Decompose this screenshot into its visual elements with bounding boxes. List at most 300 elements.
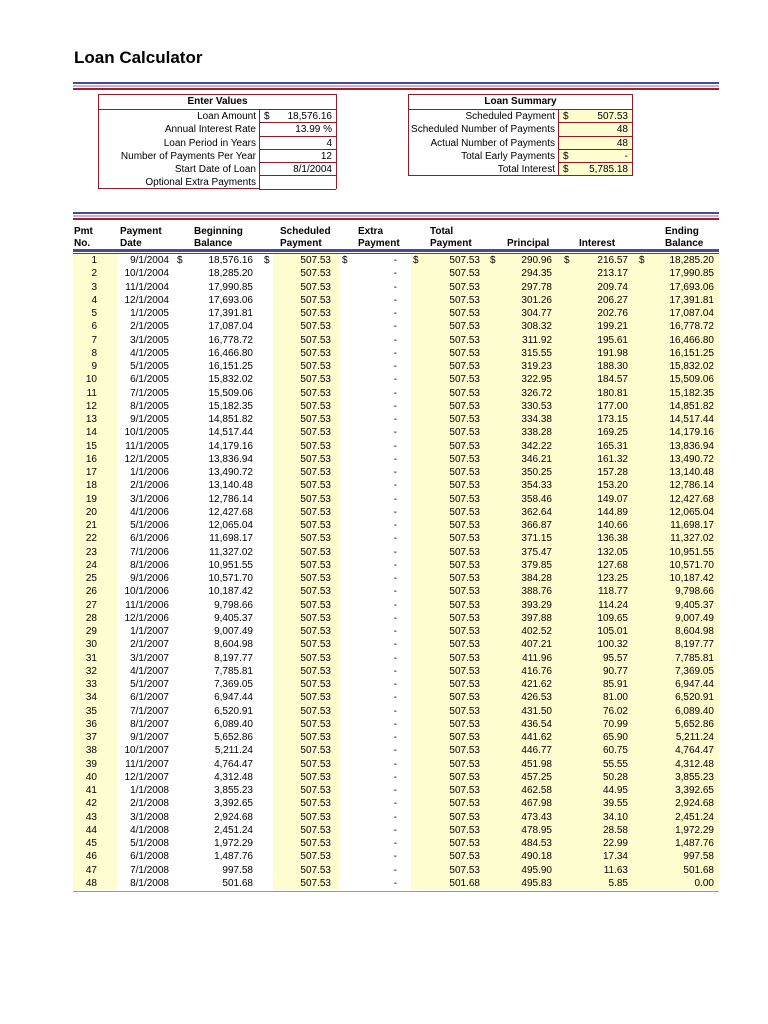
cell-principal: 350.25 — [521, 467, 552, 478]
cell-payment-date: 9/1/2007 — [130, 732, 169, 743]
cell-payment-date: 4/1/2006 — [130, 506, 169, 518]
currency-symbol: $ — [413, 255, 419, 266]
cell-beginning-balance: 16,151.25 — [208, 361, 253, 372]
cell-pmt-no: 18 — [85, 480, 97, 492]
cell-pmt-no: 43 — [85, 811, 97, 823]
cell-extra-payment: - — [393, 586, 397, 598]
cell-interest: 184.57 — [597, 374, 628, 386]
cell-extra-payment: - — [393, 347, 397, 359]
cell-interest: 132.05 — [597, 546, 628, 558]
cell-interest: 118.77 — [598, 586, 628, 598]
cell-scheduled-payment: 507.53 — [300, 573, 331, 584]
cell-pmt-no: 38 — [85, 745, 97, 757]
cell-total-payment: 507.53 — [449, 533, 480, 545]
cell-pmt-no: 22 — [85, 533, 97, 545]
cell-pmt-no: 27 — [85, 599, 97, 611]
cell-extra-payment: - — [393, 626, 397, 637]
cell-pmt-no: 17 — [85, 467, 97, 478]
cell-pmt-no: 24 — [85, 559, 97, 571]
cell-beginning-balance: 14,517.44 — [208, 427, 253, 439]
enter-values-panel — [98, 94, 337, 189]
cell-ending-balance: 18,285.20 — [669, 255, 714, 266]
summary-label: Scheduled Payment — [465, 111, 555, 122]
cell-scheduled-payment: 507.53 — [300, 374, 331, 386]
cell-principal: 393.29 — [521, 599, 552, 611]
table-row — [73, 612, 719, 625]
table-divider — [73, 212, 719, 220]
cell-principal: 334.38 — [521, 414, 552, 425]
input-value[interactable] — [259, 163, 336, 176]
cell-extra-payment: - — [393, 559, 397, 571]
input-value[interactable] — [259, 137, 336, 150]
cell-total-payment: 507.53 — [449, 440, 480, 452]
cell-ending-balance: 13,140.48 — [669, 467, 714, 478]
cell-beginning-balance: 1,487.76 — [214, 851, 253, 863]
cell-payment-date: 7/1/2005 — [130, 387, 169, 399]
summary-row — [409, 137, 632, 150]
cell-scheduled-payment: 507.53 — [300, 626, 331, 637]
cell-total-payment: 507.53 — [449, 732, 480, 743]
cell-ending-balance: 12,427.68 — [669, 493, 714, 505]
cell-beginning-balance: 13,490.72 — [208, 467, 253, 478]
cell-total-payment: 507.53 — [449, 493, 480, 505]
cell-ending-balance: 10,187.42 — [669, 573, 714, 584]
cell-scheduled-payment: 507.53 — [300, 281, 331, 293]
cell-principal: 384.28 — [521, 573, 552, 584]
cell-interest: 100.32 — [597, 639, 628, 651]
cell-total-payment: 507.53 — [449, 467, 480, 478]
table-row — [73, 559, 719, 572]
cell-interest: 44.95 — [602, 785, 628, 796]
cell-ending-balance: 9,405.37 — [675, 599, 714, 611]
cell-interest: 136.38 — [597, 533, 628, 545]
cell-interest: 144.89 — [597, 506, 628, 518]
cell-total-payment: 507.53 — [449, 281, 480, 293]
cell-extra-payment: - — [393, 771, 397, 783]
cell-interest: 165.31 — [597, 440, 628, 452]
cell-extra-payment: - — [393, 824, 397, 836]
cell-beginning-balance: 13,140.48 — [208, 480, 253, 492]
cell-payment-date: 2/1/2008 — [130, 798, 169, 810]
cell-interest: 5.85 — [608, 877, 628, 889]
cell-scheduled-payment: 507.53 — [300, 679, 331, 690]
input-label: Start Date of Loan — [174, 164, 256, 176]
cell-pmt-no: 10 — [85, 374, 97, 386]
cell-total-payment: 507.53 — [449, 626, 480, 637]
cell-interest: 70.99 — [602, 718, 628, 730]
cell-scheduled-payment: 507.53 — [300, 520, 331, 531]
cell-total-payment: 507.53 — [449, 851, 480, 863]
cell-interest: 127.68 — [597, 559, 628, 571]
cell-pmt-no: 3 — [91, 281, 97, 293]
cell-principal: 366.87 — [521, 520, 552, 531]
cell-beginning-balance: 6,520.91 — [214, 705, 253, 717]
table-row — [73, 400, 719, 413]
cell-total-payment: 507.53 — [449, 321, 480, 333]
cell-beginning-balance: 12,786.14 — [208, 493, 253, 505]
cell-ending-balance: 2,924.68 — [675, 798, 714, 810]
cell-principal: 436.54 — [521, 718, 552, 730]
cell-payment-date: 8/1/2008 — [130, 877, 169, 889]
cell-interest: 153.20 — [597, 480, 628, 492]
cell-interest: 213.17 — [597, 268, 628, 280]
table-row — [73, 771, 719, 784]
cell-extra-payment: - — [393, 718, 397, 730]
col-scheduled-payment: Scheduled Payment — [280, 226, 331, 249]
cell-principal: 402.52 — [521, 626, 552, 637]
cell-pmt-no: 31 — [85, 652, 97, 664]
cell-pmt-no: 8 — [91, 347, 97, 359]
cell-interest: 195.61 — [597, 334, 628, 346]
input-row — [99, 123, 336, 136]
input-value[interactable] — [259, 176, 336, 189]
cell-total-payment: 507.53 — [449, 745, 480, 757]
cell-scheduled-payment: 507.53 — [300, 745, 331, 757]
table-row — [73, 546, 719, 559]
cell-principal: 495.83 — [521, 877, 552, 889]
cell-interest: 39.55 — [602, 798, 628, 810]
cell-ending-balance: 997.58 — [683, 851, 714, 863]
cell-scheduled-payment: 507.53 — [300, 851, 331, 863]
summary-row — [409, 150, 632, 163]
cell-scheduled-payment: 507.53 — [300, 798, 331, 810]
summary-row — [409, 123, 632, 136]
cell-ending-balance: 4,312.48 — [675, 758, 714, 770]
cell-payment-date: 6/1/2006 — [130, 533, 169, 545]
cell-interest: 180.81 — [597, 387, 628, 399]
table-row — [73, 665, 719, 678]
cell-interest: 123.25 — [597, 573, 628, 584]
amortization-table — [73, 254, 719, 890]
cell-scheduled-payment: 507.53 — [300, 838, 331, 849]
cell-ending-balance: 17,391.81 — [669, 294, 714, 306]
cell-beginning-balance: 6,089.40 — [214, 718, 253, 730]
cell-beginning-balance: 16,466.80 — [208, 347, 253, 359]
cell-beginning-balance: 9,405.37 — [214, 612, 253, 624]
table-row — [73, 638, 719, 651]
cell-extra-payment: - — [393, 838, 397, 849]
cell-payment-date: 6/1/2007 — [130, 692, 169, 704]
cell-extra-payment: - — [393, 281, 397, 293]
cell-principal: 388.76 — [521, 586, 552, 598]
cell-beginning-balance: 16,778.72 — [208, 334, 253, 346]
cell-scheduled-payment: 507.53 — [300, 400, 331, 412]
table-row — [73, 837, 719, 850]
cell-principal: 362.64 — [521, 506, 552, 518]
cell-interest: 161.32 — [597, 453, 628, 465]
cell-extra-payment: - — [393, 308, 397, 319]
cell-beginning-balance: 4,764.47 — [214, 758, 253, 770]
cell-interest: 90.77 — [602, 665, 628, 677]
cell-pmt-no: 36 — [85, 718, 97, 730]
cell-interest: 114.24 — [598, 599, 628, 611]
cell-scheduled-payment: 507.53 — [300, 559, 331, 571]
input-value-text: 8/1/2004 — [293, 164, 332, 176]
cell-pmt-no: 29 — [85, 626, 97, 637]
cell-pmt-no: 20 — [85, 506, 97, 518]
cell-principal: 484.53 — [521, 838, 552, 849]
cell-principal: 397.88 — [521, 612, 552, 624]
cell-extra-payment: - — [393, 427, 397, 439]
cell-payment-date: 8/1/2005 — [130, 400, 169, 412]
cell-scheduled-payment: 507.53 — [300, 347, 331, 359]
cell-interest: 169.25 — [597, 427, 628, 439]
currency-symbol: $ — [563, 111, 569, 122]
input-row — [99, 137, 336, 150]
cell-payment-date: 2/1/2006 — [130, 480, 169, 492]
input-value-text: 13.99 % — [295, 124, 332, 136]
cell-ending-balance: 16,151.25 — [669, 347, 714, 359]
cell-interest: 173.15 — [597, 414, 628, 425]
cell-beginning-balance: 17,391.81 — [208, 308, 253, 319]
cell-principal: 342.22 — [521, 440, 552, 452]
cell-beginning-balance: 2,924.68 — [214, 811, 253, 823]
cell-beginning-balance: 5,211.24 — [214, 745, 253, 757]
cell-scheduled-payment: 507.53 — [300, 824, 331, 836]
table-row — [73, 493, 719, 506]
cell-ending-balance: 12,786.14 — [669, 480, 714, 492]
cell-ending-balance: 7,369.05 — [675, 665, 714, 677]
cell-ending-balance: 17,693.06 — [669, 281, 714, 293]
cell-total-payment: 507.53 — [449, 864, 480, 876]
cell-extra-payment: - — [393, 480, 397, 492]
cell-interest: 177.00 — [597, 400, 628, 412]
cell-total-payment: 507.53 — [449, 692, 480, 704]
cell-principal: 446.77 — [521, 745, 552, 757]
cell-total-payment: 507.53 — [449, 334, 480, 346]
cell-extra-payment: - — [393, 453, 397, 465]
cell-principal: 441.62 — [521, 732, 552, 743]
cell-total-payment: 507.53 — [449, 268, 480, 280]
cell-payment-date: 4/1/2007 — [130, 665, 169, 677]
cell-total-payment: 507.53 — [449, 546, 480, 558]
cell-extra-payment: - — [393, 785, 397, 796]
cell-pmt-no: 23 — [85, 546, 97, 558]
currency-symbol: $ — [264, 255, 270, 266]
cell-beginning-balance: 15,182.35 — [208, 400, 253, 412]
cell-beginning-balance: 13,836.94 — [208, 453, 253, 465]
cell-scheduled-payment: 507.53 — [300, 811, 331, 823]
cell-principal: 421.62 — [521, 679, 552, 690]
title-divider — [73, 82, 719, 90]
input-row — [99, 176, 336, 189]
currency-symbol: $ — [563, 150, 569, 162]
cell-pmt-no: 48 — [85, 877, 97, 889]
table-row — [73, 850, 719, 863]
cell-interest: 206.27 — [597, 294, 628, 306]
cell-scheduled-payment: 507.53 — [300, 294, 331, 306]
cell-total-payment: 507.53 — [449, 811, 480, 823]
table-row — [73, 585, 719, 598]
cell-total-payment: 507.53 — [449, 427, 480, 439]
cell-scheduled-payment: 507.53 — [300, 877, 331, 889]
cell-beginning-balance: 1,972.29 — [214, 838, 253, 849]
cell-payment-date: 7/1/2006 — [130, 546, 169, 558]
table-row — [73, 387, 719, 400]
cell-payment-date: 3/1/2007 — [130, 652, 169, 664]
cell-ending-balance: 6,520.91 — [675, 692, 714, 704]
cell-ending-balance: 9,798.66 — [675, 586, 714, 598]
cell-total-payment: 507.53 — [449, 798, 480, 810]
cell-total-payment: 507.53 — [449, 414, 480, 425]
summary-value-text: 5,785.18 — [589, 164, 628, 176]
cell-total-payment: 501.68 — [449, 877, 480, 889]
cell-beginning-balance: 11,698.17 — [209, 533, 253, 545]
cell-total-payment: 507.53 — [449, 480, 480, 492]
cell-payment-date: 10/1/2007 — [124, 745, 169, 757]
col-payment-date: Payment Date — [120, 226, 162, 249]
input-value[interactable] — [259, 110, 336, 123]
cell-pmt-no: 6 — [91, 321, 97, 333]
cell-principal: 371.15 — [521, 533, 552, 545]
cell-scheduled-payment: 507.53 — [300, 321, 331, 333]
cell-payment-date: 11/1/2005 — [125, 440, 169, 452]
header-rule — [73, 249, 719, 252]
table-row — [73, 758, 719, 771]
cell-principal: 467.98 — [521, 798, 552, 810]
input-label: Number of Payments Per Year — [120, 150, 256, 162]
cell-principal: 354.33 — [521, 480, 552, 492]
cell-ending-balance: 17,990.85 — [669, 268, 714, 280]
table-row — [73, 811, 719, 824]
table-row — [73, 519, 719, 532]
cell-ending-balance: 13,836.94 — [669, 440, 714, 452]
cell-scheduled-payment: 507.53 — [300, 612, 331, 624]
cell-pmt-no: 46 — [85, 851, 97, 863]
cell-ending-balance: 14,851.82 — [669, 400, 714, 412]
cell-interest: 50.28 — [602, 771, 628, 783]
cell-beginning-balance: 997.58 — [222, 864, 253, 876]
cell-total-payment: 507.53 — [449, 586, 480, 598]
cell-principal: 379.85 — [521, 559, 552, 571]
input-row — [99, 110, 336, 123]
summary-value — [558, 137, 632, 150]
input-value[interactable] — [259, 150, 336, 163]
table-row — [73, 294, 719, 307]
cell-pmt-no: 15 — [85, 440, 97, 452]
cell-payment-date: 1/1/2006 — [130, 467, 169, 478]
cell-interest: 22.99 — [602, 838, 628, 849]
cell-scheduled-payment: 507.53 — [300, 586, 331, 598]
table-row — [73, 572, 719, 585]
cell-principal: 319.23 — [521, 361, 552, 372]
cell-total-payment: 507.53 — [449, 824, 480, 836]
cell-extra-payment: - — [393, 520, 397, 531]
cell-principal: 473.43 — [521, 811, 552, 823]
cell-pmt-no: 21 — [85, 520, 97, 531]
cell-extra-payment: - — [393, 877, 397, 889]
cell-interest: 209.74 — [597, 281, 628, 293]
cell-payment-date: 4/1/2008 — [130, 824, 169, 836]
summary-label: Scheduled Number of Payments — [411, 124, 555, 136]
cell-extra-payment: - — [393, 414, 397, 425]
cell-total-payment: 507.53 — [449, 374, 480, 386]
cell-payment-date: 10/1/2004 — [124, 268, 169, 280]
table-row — [73, 744, 719, 757]
cell-interest: 76.02 — [602, 705, 628, 717]
cell-total-payment: 507.53 — [449, 612, 480, 624]
cell-total-payment: 507.53 — [449, 758, 480, 770]
cell-payment-date: 5/1/2008 — [130, 838, 169, 849]
table-row — [73, 453, 719, 466]
table-row — [73, 864, 719, 877]
cell-principal: 426.53 — [521, 692, 552, 704]
cell-ending-balance: 6,947.44 — [675, 679, 714, 690]
currency-symbol: $ — [564, 255, 570, 266]
cell-extra-payment: - — [393, 612, 397, 624]
cell-interest: 34.10 — [602, 811, 628, 823]
table-row — [73, 347, 719, 360]
cell-ending-balance: 2,451.24 — [675, 811, 714, 823]
table-row — [73, 413, 719, 426]
input-value[interactable] — [259, 123, 336, 136]
cell-beginning-balance: 7,369.05 — [214, 679, 253, 690]
cell-pmt-no: 14 — [85, 427, 97, 439]
table-row — [73, 466, 719, 479]
cell-beginning-balance: 6,947.44 — [214, 692, 253, 704]
cell-principal: 478.95 — [521, 824, 552, 836]
cell-principal: 457.25 — [521, 771, 552, 783]
input-label: Loan Amount — [197, 111, 256, 122]
cell-extra-payment: - — [393, 334, 397, 346]
cell-scheduled-payment: 507.53 — [300, 732, 331, 743]
cell-payment-date: 12/1/2006 — [124, 612, 169, 624]
cell-interest: 65.90 — [602, 732, 628, 743]
table-row — [73, 360, 719, 373]
cell-scheduled-payment: 507.53 — [300, 453, 331, 465]
cell-beginning-balance: 12,065.04 — [208, 520, 253, 531]
col-interest: Interest — [579, 238, 616, 249]
schedule-header — [73, 226, 719, 248]
currency-symbol: $ — [177, 255, 183, 266]
page-title: Loan Calculator — [74, 48, 203, 67]
cell-payment-date: 6/1/2005 — [130, 374, 169, 386]
cell-pmt-no: 45 — [85, 838, 97, 849]
cell-beginning-balance: 11,327.02 — [209, 546, 253, 558]
table-row — [73, 691, 719, 704]
table-row — [73, 440, 719, 453]
loan-summary-header: Loan Summary — [409, 95, 632, 110]
cell-payment-date: 9/1/2005 — [130, 414, 169, 425]
cell-ending-balance: 5,652.86 — [675, 718, 714, 730]
cell-interest: 81.00 — [602, 692, 628, 704]
cell-scheduled-payment: 507.53 — [300, 718, 331, 730]
cell-pmt-no: 5 — [91, 308, 97, 319]
cell-beginning-balance: 18,576.16 — [208, 255, 253, 266]
cell-payment-date: 2/1/2005 — [130, 321, 169, 333]
input-label: Annual Interest Rate — [164, 124, 256, 136]
cell-ending-balance: 1,487.76 — [675, 838, 714, 849]
cell-scheduled-payment: 507.53 — [300, 533, 331, 545]
table-row — [73, 532, 719, 545]
cell-beginning-balance: 9,798.66 — [214, 599, 253, 611]
cell-total-payment: 507.53 — [449, 718, 480, 730]
cell-total-payment: 507.53 — [449, 785, 480, 796]
table-row — [73, 320, 719, 333]
cell-payment-date: 10/1/2006 — [124, 586, 169, 598]
cell-payment-date: 9/1/2006 — [130, 573, 169, 584]
cell-total-payment: 507.53 — [449, 255, 480, 266]
input-value-text: 18,576.16 — [287, 111, 332, 122]
cell-pmt-no: 4 — [91, 294, 97, 306]
cell-pmt-no: 1 — [91, 255, 97, 266]
cell-pmt-no: 41 — [85, 785, 97, 796]
input-value-text: 12 — [320, 150, 332, 162]
cell-interest: 55.55 — [602, 758, 628, 770]
cell-scheduled-payment: 507.53 — [300, 427, 331, 439]
table-row — [73, 824, 719, 837]
cell-payment-date: 6/1/2008 — [130, 851, 169, 863]
